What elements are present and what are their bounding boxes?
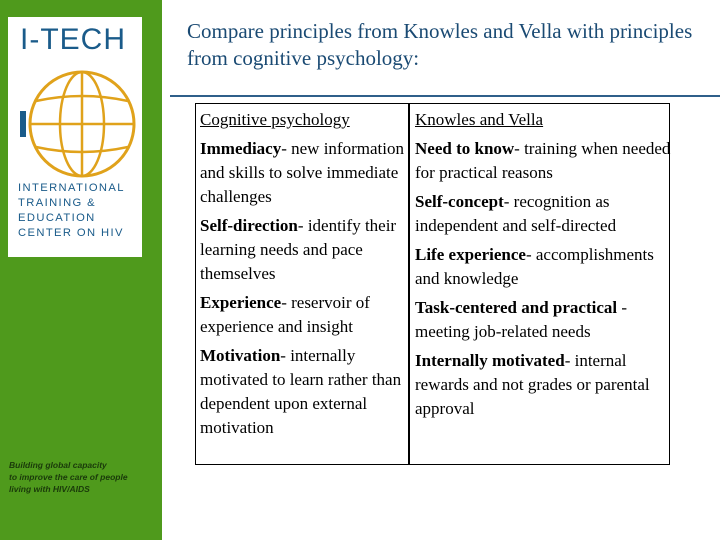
logo-subtitle (18, 181, 138, 241)
principle-term: Motivation (200, 346, 281, 365)
globe-icon (18, 63, 140, 185)
principle-term: Task-centered and practical (415, 298, 618, 317)
principle-desc: - reservoir of experience and insight (200, 293, 370, 336)
principle-term: Need to know (415, 139, 515, 158)
principle-item (200, 344, 406, 440)
tagline-line: living with HIV/AIDS (9, 484, 90, 494)
principle-item (200, 214, 406, 286)
principle-item (415, 296, 671, 344)
principle-term: Self-concept (415, 192, 504, 211)
column-header: Knowles and Vella (415, 110, 544, 129)
column-divider (408, 104, 410, 464)
principle-desc: - internal rewards and not grades or parental approval (415, 351, 650, 418)
principle-term: Self-direction (200, 216, 298, 235)
principle-item (415, 243, 671, 291)
logo-subtitle-line: CENTER ON HIV (18, 227, 124, 239)
principle-term: Internally motivated (415, 351, 565, 370)
logo-subtitle-line: TRAINING & (18, 197, 97, 209)
tagline-line: to improve the care of people (9, 472, 128, 482)
cognitive-psychology-column (200, 108, 406, 445)
principle-item (200, 137, 406, 209)
principle-desc: - identify their learning needs and pace themselves (200, 216, 397, 283)
principle-item (415, 190, 671, 238)
column-header: Cognitive psychology (200, 110, 350, 129)
knowles-vella-column (415, 108, 671, 426)
principle-desc: - meeting job-related needs (415, 298, 628, 341)
principle-term: Experience (200, 293, 282, 312)
slide-title: Compare principles from Knowles and Vella with principles from cognitive psychology: (187, 19, 693, 70)
principle-term: Immediacy (200, 139, 282, 158)
comparison-table (195, 103, 670, 465)
principle-desc: - internally motivated to learn rather than dependent upon external motivation (200, 346, 402, 437)
tagline (9, 459, 159, 495)
principle-desc: - accomplishments and knowledge (415, 245, 654, 288)
principle-item (415, 137, 671, 185)
itech-logo (8, 17, 142, 257)
principle-item (415, 349, 671, 421)
logo-subtitle-line: EDUCATION (18, 212, 96, 224)
principle-desc: - recognition as independent and self-directed (415, 192, 617, 235)
principle-desc: - new information and skills to solve immediate challenges (200, 139, 404, 206)
title-rule (170, 95, 720, 97)
logo-title: I-TECH (20, 23, 126, 56)
principle-desc: - training when needed for practical reasons (415, 139, 671, 182)
principle-item (200, 291, 406, 339)
tagline-line: Building global capacity (9, 460, 107, 470)
sidebar (0, 0, 162, 540)
principle-term: Life experience (415, 245, 526, 264)
logo-subtitle-line: INTERNATIONAL (18, 182, 125, 194)
